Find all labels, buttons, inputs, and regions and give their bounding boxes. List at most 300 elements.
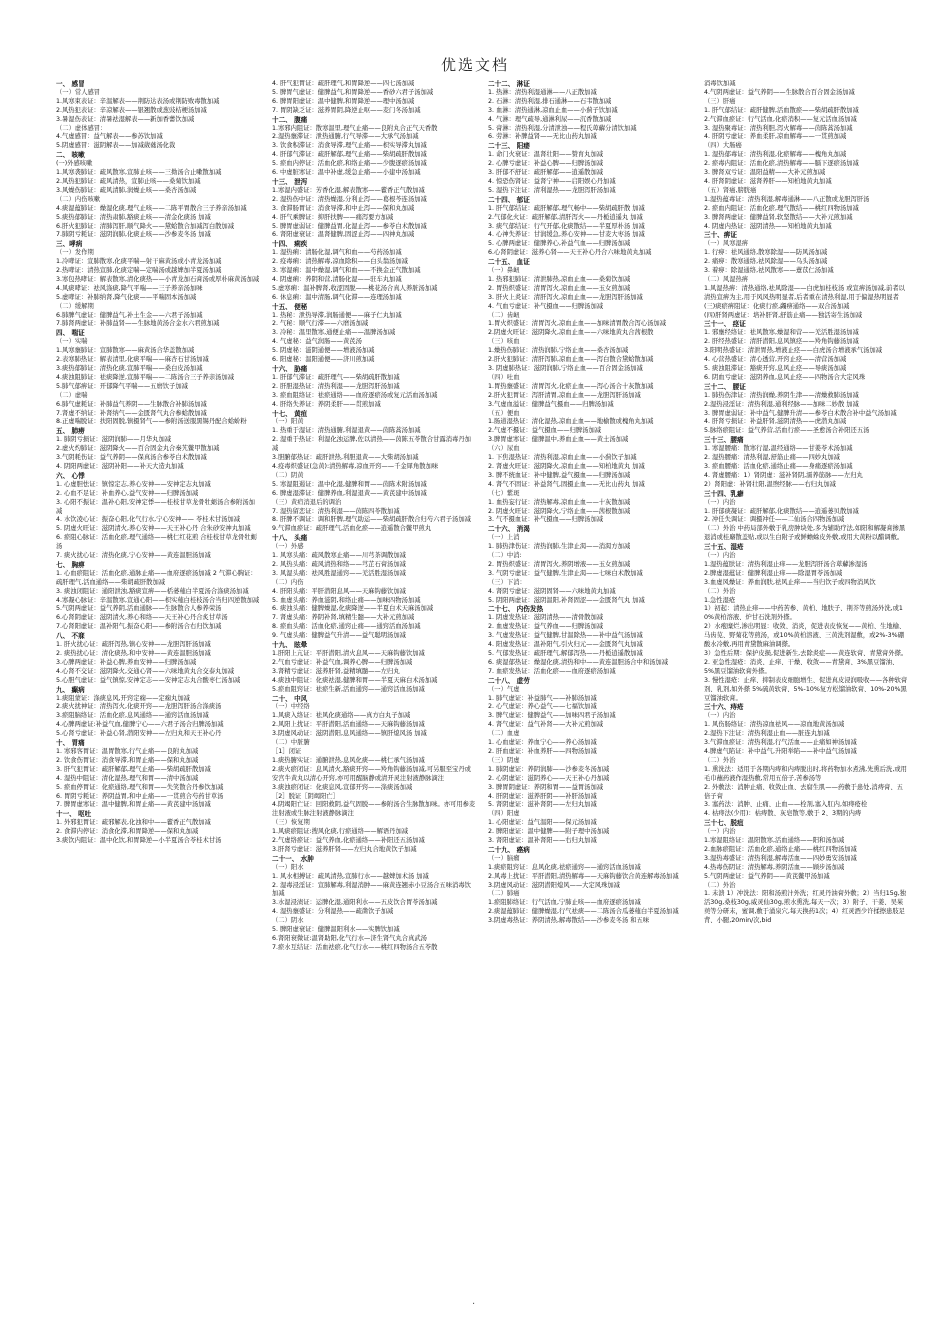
subsection-heading: （二）风湿热痹 bbox=[704, 275, 749, 283]
text-line: 1. 心阳虚证：益气温阳——保元汤加减 bbox=[488, 819, 597, 827]
text-line: 3.气阴耗伤证：益气养阴——保真汤合参苓白术散加减 bbox=[56, 454, 207, 462]
text-line: 3.瘀阻脑络证：活血化瘀,息风通络——通窍活血汤加减 bbox=[56, 712, 209, 720]
text-line: 4. 肝肾亏损证：补益肝肾,滋阴清热——虎潜丸加减 bbox=[704, 418, 847, 426]
text-line: 1. 风伤肠络证：清热凉血祛风——凉血地黄汤加减 bbox=[704, 721, 845, 729]
text-line: 4.心脾两虚证:补益气血,健脾宁心——六君子汤合归脾汤加减 bbox=[56, 721, 224, 729]
text-line: 3. 瘀血阻络证：祛瘀通络——血府逐瘀汤或复元活血汤加减 bbox=[272, 391, 438, 399]
text-line: 2.痰火扰神证：清热泻火,化痰开窍——龙胆泻肝汤合涤痰汤 bbox=[56, 703, 222, 711]
subsection-heading: （一）气虚 bbox=[488, 685, 520, 693]
subsection-heading: （二）内伤 bbox=[272, 578, 304, 586]
text-line: (三)痰瘀痹阻证：化痰行瘀,蠲痹通络——双合汤加减 bbox=[704, 302, 850, 310]
text-line: 2. 肾虚火旺证：滋阴降火,凉血止血——知柏地黄丸 加减 bbox=[488, 462, 645, 470]
subsection-heading: （一）风寒湿痹 bbox=[704, 240, 749, 248]
text-line: 1. 肺热伤津证：清热润燥,养阴生津——清燥救肺汤加减 bbox=[704, 391, 859, 399]
text-line: 1.风痰入络证：祛风化痰通络——真方白丸子加减 bbox=[272, 712, 411, 720]
text-line: 1.风寒壅肺证：宣肺散寒——麻黄汤合华盖散加减 bbox=[56, 347, 195, 355]
text-line: （二）外治 中药局部外敷于乳房肿块处,多为辅助疗法,如阳和解凝膏掺黑退消或桂麝散盖贴,或以生白附子或鲜蟾蜍皮外敷,或用大黄粉以醋调敷。 bbox=[704, 525, 906, 542]
text-line: 7. 血瘀发热证：活血化瘀——血府逐瘀汤加减 bbox=[488, 667, 616, 675]
text-line: 5.虚寒痢：温补脾肾,收涩固脱——桃花汤合真人养脏汤加减 bbox=[272, 284, 438, 292]
section-heading: 三十一、 痉证 bbox=[704, 320, 746, 329]
text-line: 5. 膏淋：清热利湿,分清泄浊——程氏萆薢分清饮加减 bbox=[488, 124, 637, 132]
text-line: 1.痰阻蒙证：涤痰息风,开窍定痫——定痫丸加减 bbox=[56, 694, 190, 702]
text-line: 4. 阳虚发热证：温补阳气,引火归元——金匮肾气丸加减 bbox=[488, 641, 643, 649]
section-heading: 二十七、 内伤发热 bbox=[488, 605, 544, 614]
text-line: 4. 心营热盛证：清心透营,开窍止痉——清营汤加减 bbox=[704, 356, 847, 364]
text-line: 3. 气虚发热证：益气健脾,甘温除热——补中益气汤加减 bbox=[488, 632, 643, 640]
text-line: 7.肺阴亏耗证：滋阴润肺,化痰止咳——沙参麦冬汤 加减 bbox=[56, 231, 211, 239]
text-line: 6.肺气虚耗证：补肺益气养阴——生脉散合补肺汤加减 bbox=[56, 400, 207, 408]
text-line: 5. 血虚头痛：养血滋阴,和络止痛——加味四物汤加减 bbox=[272, 596, 421, 604]
text-line: 2. 风热头痛：疏风清热和络——芎芷石膏汤加减 bbox=[272, 560, 406, 568]
text-line: 2. 湿热腰痛：清热利湿,舒筋止痛——四妙丸加减 bbox=[704, 454, 840, 462]
text-line: 1.瘀阻肺络证：行气活血,宁肺止咳——血府逐瘀汤加减 bbox=[488, 899, 641, 907]
text-line: 1. 肝火扰心证：疏肝泻热,镇心安神——龙胆泻肝汤加减 bbox=[56, 641, 211, 649]
text-line: 3.湿热毒盛证：清热利湿,解毒活血——四妙勇安汤加减 bbox=[704, 854, 857, 862]
text-line: 5.虚哮证：补肺纳肾,降气化痰——平喘固本汤加减 bbox=[56, 293, 197, 301]
section-heading: 三十二、 腰证 bbox=[704, 382, 746, 391]
text-line: 4. 肾气虚证：益气补肾——大补元煎加减 bbox=[488, 721, 604, 729]
text-line: 1. 肺气虚证：补益肺气——补肺汤加减 bbox=[488, 694, 597, 702]
text-line: 1.寒湿阻络证：温阳散寒,活血通络——阳和汤加减 bbox=[704, 837, 845, 845]
text-line: 5. 肾阴虚证：滋补肾阴——左归丸加减 bbox=[488, 801, 597, 809]
subsection-heading: （二）中消: bbox=[488, 552, 522, 560]
text-line: 1.燥热伤肺证：清热润肺,宁络止血——桑杏汤加减 bbox=[488, 347, 629, 355]
text-line: 6. 阳虚秘：温阳通便——济川煎加减 bbox=[272, 356, 375, 364]
text-columns bbox=[56, 80, 908, 1330]
text-line: 4. 肝阴亏虚证：养血柔肝,凉血解毒——一贯煎加减 bbox=[704, 133, 847, 141]
text-line: 1. 心血瘀阻证：活血化瘀,通脉止痛——血府逐瘀汤加减 2 气滞心胸证：疏肝理气,活血通络——柴胡疏肝散加减 bbox=[56, 569, 257, 586]
text-line: 1. 未溃 1）冲洗法：阳和汤煎汁外洗；红灵丹油膏外敷；2）当归15g,独活30g,桑枝30g,威灵仙30g,煎水熏洗,每天一次；3）附子、干姜、吴茱萸等分研末，蜜调,敷于涌泉穴,每天换药1次；4）红灵酒少许揉擦患肢足背、小腿,20min/次,bid bbox=[704, 890, 907, 925]
subsection-heading: （二）中脏腑 bbox=[272, 739, 310, 747]
text-line: 4. 阴虚痢：养阴和营,清肠化湿——驻车丸加减 bbox=[272, 275, 402, 283]
section-heading: 三十七、脱疽 bbox=[704, 819, 744, 828]
text-line: 3. 心阳不振证：温补心阳,安神定悸——桂枝甘草龙骨牡蛎汤合参附汤加减 bbox=[56, 498, 255, 515]
text-line: 5.心肾亏虚证：补益心肾,潜阳安神——左归丸和天王补心丹 bbox=[56, 730, 222, 738]
text-line: 6. 胃阴亏耗证：养阴益胃,和中止痛——一贯煎合芍药甘草汤 bbox=[56, 792, 224, 800]
section-heading: 六、 心悸 bbox=[56, 471, 85, 480]
subsection-heading: （六）尿血 bbox=[488, 445, 520, 453]
text-line: 3.阴虚风动证：滋阴潜阳,息风通络——镇肝熄风汤 加减 bbox=[272, 730, 427, 738]
text-line: 1. 热秘：泄热导滞,润肠通便——麻子仁丸加减 bbox=[272, 311, 402, 319]
text-line: 5. 痰浊阻滞证：豁痰开窍,息风止痉——导痰汤加减 bbox=[704, 365, 847, 372]
text-line: 1.寒湿内盛证：芳香化湿,解表散寒——藿香正气散加减 bbox=[272, 186, 425, 194]
subsection-heading: （一）实喘 bbox=[56, 338, 88, 346]
text-line: 2.阴虚火旺证：滋阴降火,凉血止血——六味地黄丸合茜根散 bbox=[488, 329, 654, 337]
section-heading: 三、哮病 bbox=[56, 240, 83, 249]
text-line: 3. 饮食积滞证：消食导滞,理气止痛——枳实导滞丸加减 bbox=[272, 142, 427, 150]
section-heading: 三十六、痔疮 bbox=[704, 703, 744, 712]
text-line: 9.气滞血瘀证：疏肝理气,活血化瘀——逍遥散合鳖甲煎丸 bbox=[272, 525, 432, 533]
text-line: 4.心肾不交证：滋阴降火,交通心肾——六味地黄丸合交泰丸加减 bbox=[56, 667, 235, 675]
text-line: 2.湿热壅滞证：泄热通腑,行气导滞——大承气汤加减 bbox=[272, 133, 419, 141]
text-line: 1. 肺阴亏损证：滋阴润肺——月华丸加减 bbox=[56, 436, 172, 444]
text-line: 5. 湿热下注证：清利湿热——龙胆泻肝汤加减 bbox=[488, 186, 616, 194]
text-line: 7.瘀水互结证：活血祛瘀,化气行水——桃红四物汤合五苓散 bbox=[272, 943, 438, 951]
subsection-heading: （三）咳血 bbox=[488, 338, 520, 346]
text-line: 4. 湿热壅盛证：分利湿热——疏凿饮子加减 bbox=[272, 908, 394, 916]
subsection-heading: （五）肾癌,膀胱癌 bbox=[704, 186, 757, 194]
text-line: 6.心肾阴虚证：滋阴清火,养心和络——天王补心丹合炙甘草汤 bbox=[56, 614, 228, 622]
text-line: 3. 食滞肠胃证：消食导滞,和中止泻——保和丸加减 bbox=[272, 204, 415, 212]
text-line: 4. 肝阳头痛：平肝潜阳息风——天麻钩藤饮加减 bbox=[272, 587, 406, 595]
text-line: 2. 胃热炽盛证：清胃泻火,凉血止血——玉女煎加减 bbox=[488, 284, 631, 292]
text-line: 1.寒邪内阻证：散寒温里,理气止痛——良附丸合正气天香散 bbox=[272, 124, 438, 132]
subsection-heading: （一）阳黄 bbox=[272, 418, 304, 426]
text-line: 1）初起：清热止痒——中药苦参、黄柏、地肤子、荆芥等煎汤外洗,或10%黄柏溶液、炉甘石洗剂外搽。 bbox=[704, 605, 903, 622]
text-line: 1. 湿热痢：清肠化湿,调气和血——芍药汤加减 bbox=[272, 249, 402, 257]
text-line: 3. 气阴亏虚证：益气健脾,生津止渴——七味白术散加减 bbox=[488, 569, 643, 577]
text-line: 消毒饮加减 bbox=[704, 80, 736, 87]
text-line: 5. 脾胃虚弱证：健脾益胃,化湿止泻——参苓白术散加减 bbox=[272, 222, 427, 230]
text-line: 3. 肝郁不舒证：疏肝解郁——逍遥散加减 bbox=[488, 169, 604, 177]
text-line: (四)肝肾两虚证：培补肝肾,舒筋止痛——独活寄生汤加减 bbox=[704, 311, 863, 319]
section-heading: 二十五、 血证 bbox=[488, 258, 530, 267]
subsection-heading: （二）外治 bbox=[704, 881, 736, 889]
subsection-heading: （二）外治 bbox=[704, 756, 736, 764]
text-line: 8. 瘀血头痛：活血化瘀,通窍止痛——通窍活血汤加减 bbox=[272, 623, 421, 631]
subsection-heading: （二）齿衄 bbox=[488, 311, 520, 319]
subsection-heading: （一）上消 bbox=[488, 534, 520, 542]
text-line: 1. 风寒头痛：疏风散寒止痛——川芎茶调散加减 bbox=[272, 552, 406, 560]
text-line: 7.肺肾两虚证：补肺益肾——生脉地黄汤合金水六君煎加减 bbox=[56, 320, 220, 328]
text-line: 2.肝火犯肺证：清肝泻肺,凉血止血——泻白散合黛蛤散加减 bbox=[488, 356, 654, 364]
subsection-heading: （五）便血 bbox=[488, 409, 520, 417]
text-line: 2. 疫毒痢：清热解毒,凉血除积——白头翁汤加减 bbox=[272, 258, 408, 266]
text-line: 5. 阴虚火旺证：滋阴清火,养心安神——天王补心丹 合朱砂安神丸加减 bbox=[56, 525, 251, 533]
text-line: 1. 肺阴虚证：养阴润肺——沙参麦冬汤加减 bbox=[488, 765, 610, 773]
text-line: 4. 肝络失养证：养阴柔肝——贯煎加减 bbox=[272, 400, 381, 408]
text-line: 1.急性湿疮 bbox=[704, 596, 736, 604]
text-line: 1. 寒邪客胃证：温胃散寒,行气止痛——良附丸加减 bbox=[56, 747, 199, 755]
section-heading: 十八、 头痛 bbox=[272, 534, 308, 543]
text-line: 3.气虚血溢证：健脾益气摄血——归脾汤加减 bbox=[488, 400, 614, 408]
text-line: 3.寒包热哮证：解表散寒,清化痰热——小青龙加石膏汤或厚朴麻黄汤加减 bbox=[56, 275, 260, 283]
text-line: 1.痰瘀阻窍证：息风化痰,祛瘀通窍——通窍活血汤加减 bbox=[488, 863, 641, 871]
text-line: 4.痰湿蕴肺证：燥湿化痰,理气止咳——二陈平胃散合三子养亲汤加减 bbox=[56, 204, 247, 212]
text-line: 3. 着痹：除湿通络,祛风散寒——薏苡仁汤加减 bbox=[704, 267, 834, 275]
section-heading: 八、 不寐 bbox=[56, 632, 85, 641]
text-line: 3.脾胃虚寒证：健脾温中,养血止血——黄土汤加减 bbox=[488, 436, 629, 444]
subsection-heading: （四）吐血 bbox=[488, 373, 520, 381]
subsection-heading: （四）大肠癌 bbox=[704, 142, 742, 150]
text-line: 2.表寒肺热证：解表清里,化痰平喘——麻杏石甘汤加减 bbox=[56, 356, 209, 364]
subsection-heading: （一）脑瘤 bbox=[488, 854, 520, 862]
text-line: 5.阴虚感冒：滋阴解表——加减葳蕤汤化裁 bbox=[56, 142, 176, 150]
text-line: 4. 肾虚腰痛：1）肾阴虚：滋补肾阴,濡养筋脉——左归丸 bbox=[704, 471, 863, 479]
subsection-heading: （二）阴水 bbox=[272, 917, 304, 925]
text-line: 6. 阴血亏虚证：滋阴养血,息风止痉——四物汤合大定风珠 bbox=[704, 373, 866, 381]
text-line: 4. 心神失养证：甘润缓急,养心安神——甘麦大枣汤 加减 bbox=[488, 231, 645, 239]
text-line: 5.气阴两虚证：益气养阴,活血通脉——生脉散合人参养荣汤 bbox=[56, 605, 222, 613]
section-heading: 三十四、乳癖 bbox=[704, 489, 744, 498]
text-line: 5.痰热郁肺证：清热肃肺,豁痰止咳——清金化痰汤 加减 bbox=[56, 213, 211, 221]
text-line: 2. 湿热伤中证：清热燥湿,分利止泻——葛根芩连汤加减 bbox=[272, 195, 427, 203]
text-line: 3. 阴虚肺热证：滋阴润肺,宁络止血——百合固金汤加减 bbox=[488, 365, 643, 372]
text-line: 4. 肝阴虚证：滋养肝阴——补肝汤加减 bbox=[488, 792, 597, 800]
text-line: 1.风湿热痹：清热通络,祛风除湿——白虎加桂枝汤 或宣痹汤加减,前者以清热宣痹为主,用于风风热明显者,后者重在清热利湿,用于偏湿热明显者 bbox=[704, 284, 905, 301]
text-line: 3. 冷秘：温里散寒,通便止痛——温脾汤加减 bbox=[272, 329, 396, 337]
subsection-heading: （三）恢复期 bbox=[272, 819, 310, 827]
text-line: 1. 心血虚证：养血宁心——养心汤加减 bbox=[488, 739, 597, 747]
subsection-heading: （七）紫斑 bbox=[488, 489, 520, 497]
text-line: 5. 瘀血停胃证：化瘀通络,理气和胃——失笑散合丹参饮加减 bbox=[56, 783, 224, 791]
text-line: 6. 肾阳虚衰证：温肾健脾,固涩止泻——四神丸加减 bbox=[272, 231, 415, 239]
text-line: 3. 脾胃虚弱证：补中益气,健脾升清——参苓白术散合补中益气汤加减 bbox=[704, 409, 897, 417]
text-line: 3.血虚风燥证：养血润肤,祛风止痒——当归饮子或四物消风饮 bbox=[704, 578, 876, 586]
text-line: 4.疫毒炽盛证(急黄):清热解毒,凉血开窍——千金犀角散加味 bbox=[272, 462, 439, 470]
text-line: 2.肝火犯胃证：泻肝清胃,凉血止血——龙胆泻肝汤加减 bbox=[488, 391, 641, 399]
text-line: 1.风寒袭肺证：疏风散寒,宣肺止咳——三拗汤合止嗽散加减 bbox=[56, 169, 222, 177]
text-line: 6. 劳淋：补脾益肾——无比山药丸加减 bbox=[488, 133, 597, 141]
text-line: 3.风燥伤肺证：疏风清肺,润燥止咳——桑杏汤加减 bbox=[56, 186, 197, 194]
text-line: 1.风寒束表证：辛温解表——荆防达表汤或荆防败毒散加减 bbox=[56, 97, 220, 105]
text-line: 3. 脾胃阴虚证：养阴和胃——益胃汤加减 bbox=[488, 783, 604, 791]
document-title: 优选文档 bbox=[440, 56, 509, 74]
text-line: 2. 心阴虚证：滋阴养心——天王补心丹加减 bbox=[488, 774, 610, 782]
text-line: 2. 肝胆湿热证：清热利湿——龙胆泻肝汤加减 bbox=[272, 382, 400, 390]
text-line: 4.痰浊阻肺证：祛痰降逆,宣肺平喘——二陈汤合三子养亲汤加减 bbox=[56, 373, 235, 381]
text-line: 3.水湿浸渍证：运脾化湿,通阳利水——五皮饮合胃苓汤加减 bbox=[272, 899, 438, 907]
subsection-heading: （二）虚体感冒： bbox=[56, 124, 107, 132]
subsection-heading: （一）中经络 bbox=[272, 703, 310, 711]
text-line: 3. 脾肾两虚证：健脾益肾,软坚散结——大补元煎加减 bbox=[704, 213, 853, 221]
text-line: 7. 湿热留恋证：清热利湿——茵陈四苓散加减 bbox=[272, 507, 400, 515]
text-line: 3. 慢性湿疮：止痒、抑制表皮细胞增生、促进真皮浸润吸收——各种软膏剂、乳剂,如外搽 5%硫黄软膏、5%-10%复方松馏油软膏、10%-20%黑豆馏油软膏。 bbox=[704, 676, 908, 702]
subsection-heading: （四）阳虚 bbox=[488, 810, 520, 818]
text-line: 6.心肾阴虚证：滋养心肾——天王补心丹合六味地黄丸加减 bbox=[488, 249, 652, 257]
text-line: 3.阴虚毒热证：养阴清热,解毒散结——沙参麦冬汤 和五味 bbox=[488, 917, 650, 925]
text-line: 2.气滞血瘀证：行气活血,化瘀消积——复元活血汤加减 bbox=[704, 115, 857, 123]
text-line: 1.肝阳上亢证：平肝潜阳,清火息风——天麻钩藤饮加减 bbox=[272, 650, 425, 657]
text-line: 2.风热犯表证：辛凉解表——银翘散或葱豉桔梗汤加减 bbox=[56, 106, 207, 114]
text-line: 1.风痰瘀阻证:搜风化痰,行瘀通络——解语丹加减 bbox=[272, 828, 409, 836]
text-line: 2. 心血不足证：补血养心,益气安神——归脾汤加减 bbox=[56, 489, 199, 497]
text-line: 2. 石淋：清热利湿,排石通淋——石韦散加减 bbox=[488, 97, 612, 105]
text-line: 4.热毒伤阴证：清热解毒,养阴活血——顾步汤加减 bbox=[704, 863, 845, 871]
section-heading: 二十四、 郁证 bbox=[488, 195, 530, 204]
text-line: 3.痰热郁肺证：清热化痰,宣肺平喘——桑白皮汤加减 bbox=[56, 365, 203, 372]
text-line: 2. 肝血虚证：补血养肝——四物汤加减 bbox=[488, 747, 597, 755]
text-line: 2. 气秘：顺气行滞——六磨汤加减 bbox=[272, 320, 369, 328]
text-line: 4. 肾气不固证：补益肾气,固摄止血——无比山药丸 加减 bbox=[488, 480, 645, 488]
column-4 bbox=[704, 80, 908, 1330]
text-line: 4. 气淋：理气疏导,通淋利尿——沉香散加减 bbox=[488, 115, 612, 123]
text-line: 5. 阴虚秘：滋阴通便——增液汤加减 bbox=[272, 347, 375, 355]
subsection-heading: （一）内治 bbox=[704, 712, 736, 720]
text-line: 2. 湿毒浸淫证：宣肺解毒,利湿消肿——麻黄连翘赤小豆汤合五味消毒饮加减 bbox=[272, 881, 471, 898]
section-heading: 三十五、湿疮 bbox=[704, 543, 744, 552]
text-line: 2.气虚不摄证：益气摄血——归脾汤加减 bbox=[488, 427, 602, 435]
text-line: 2. 胃热炽盛证：清胃泻火,养阴增液——玉女煎加减 bbox=[488, 560, 631, 568]
text-line: 1. 热淋：清热利湿通淋——八正散加减 bbox=[488, 88, 597, 96]
text-line: 2.热哮证：清热宣肺,化痰定喘—定喘汤或越婢加半夏汤加减 bbox=[56, 267, 222, 275]
text-line: 1.胃热壅盛证：清胃泻火,化瘀止血——泻心汤合十灰散加减 bbox=[488, 382, 654, 390]
text-line: 2.血脉瘀阻证：活血化瘀,通络止痛——桃红四物汤加减 bbox=[704, 845, 857, 853]
text-line: 1. 寒湿腰痛：散寒行湿,温经通络——甘姜苓术汤加减 bbox=[704, 445, 853, 453]
section-heading: 十三、 泄泻 bbox=[272, 177, 308, 186]
section-heading: 十七、 黄疸 bbox=[272, 409, 308, 418]
section-heading: 十九、 眩晕 bbox=[272, 641, 308, 650]
text-line: 1. 外邪犯胃证：疏邪解表,化浊和中——藿香正气散加减 bbox=[56, 819, 211, 827]
subsection-heading: （二）血虚 bbox=[488, 730, 520, 738]
text-line: 4.风痰哮证：祛风涤痰,降气平喘——三子养亲汤加味 bbox=[56, 284, 203, 292]
text-line: 1. 心虚胆怯证：镇惊定志,养心安神——安神定志丸加减 bbox=[56, 480, 211, 488]
text-line: 3.心脾两虚证：补益心脾,养血安神——归脾汤加减 bbox=[56, 658, 197, 666]
column-2 bbox=[272, 80, 476, 1330]
text-line: 4.脾虚气陷证：补中益气,升阳举陷——补中益气汤加减 bbox=[704, 747, 857, 755]
section-heading: 四、 喘证 bbox=[56, 329, 85, 338]
text-line: 4. 湿热中阻证：清化湿热,理气和胃——清中汤加减 bbox=[56, 774, 199, 782]
text-line: 2.湿热浸淫证：清热利湿,通利经脉——加味二妙散 加减 bbox=[704, 400, 859, 408]
subsection-heading: （三）黄疸消退后的调治 bbox=[272, 498, 342, 506]
text-line: 6. 休息痢：温中清肠,调气化滞——连理汤加减 bbox=[272, 293, 402, 301]
text-line: 1. 熏洗法：适用于各期内痔和内痔脱出时,将药物加水煮沸,先熏后洗,或用毛巾蘸药液作湿热敷,常用五倍子,苦参汤等 bbox=[704, 765, 907, 782]
text-line: 3.胆腑郁热证：疏肝泄热,利胆退黄——大柴胡汤加减 bbox=[272, 454, 419, 462]
text-line: 3. 脾不统血证：补中健脾,益气摄血——归脾汤加减 bbox=[488, 471, 631, 479]
section-heading: 二十、 中风 bbox=[272, 694, 308, 703]
text-line: 4.痰浊中阻证：化痰祛湿,健脾和胃——半夏天麻白术汤加减 bbox=[272, 676, 438, 684]
text-line: 6. 脾胃阳虚证：温中健脾,和胃降逆——理中汤加减 bbox=[272, 97, 415, 105]
text-line: 4. 肝气犯胃证：疏肝理气,和胃降逆——四七汤加减 bbox=[272, 80, 415, 87]
text-line: 1. 肺热津伤证：清热润肺,生津止渴——消渴方加减 bbox=[488, 543, 631, 551]
text-line: 2. 痰热扰心证：清化痰热,和中安神——黄连温胆汤加减 bbox=[56, 650, 211, 657]
text-line: 6. 瘀阻心脉证：活血化瘀,理气通络——桃仁红花煎 合桂枝甘草龙骨牡蛎汤 bbox=[56, 534, 257, 551]
subsection-heading: （一）鼻衄 bbox=[488, 267, 520, 275]
text-line: 1. 命门火衰证：温肾壮阳——赞育丸加减 bbox=[488, 151, 604, 159]
text-line: 5.瘀血阻窍证：祛瘀生新,活血通窍——通窍活血汤加减 bbox=[272, 685, 425, 693]
section-heading: 十一、 呕吐 bbox=[56, 810, 92, 819]
section-heading: 二十八、 虚劳 bbox=[488, 676, 530, 685]
subsection-heading: （三）肝癌 bbox=[704, 97, 736, 105]
text-line: 2. 心脾亏虚证：补益心脾——归脾汤加减 bbox=[488, 160, 604, 168]
text-line: 2.脾虚湿蕴证：健脾利湿止痒——除湿胃苓汤加减 bbox=[704, 569, 843, 577]
text-line: 3. 塞药法：消肿、止痛、止血——栓剂,塞入肛内,如痔疮栓 bbox=[704, 801, 868, 809]
text-line: 2. 阴虚火旺证：滋阴降火,宁络止血——茜根散加减 bbox=[488, 507, 631, 515]
text-line: 7. 脾胃虚寒证：温中健脾,和胃止痛——黄芪建中汤加减 bbox=[56, 801, 211, 809]
text-line: 4. 阴虚内热证：滋阴清热——知柏地黄丸加减 bbox=[704, 222, 832, 230]
text-line: 1. 肝郁气滞证：疏肝理气——柴胡疏肝散加减 bbox=[272, 373, 400, 381]
text-line: 5. 阴阳两虚证：滋阴温阳,补肾固涩——金匮肾气丸 加减 bbox=[488, 596, 645, 604]
text-line: 1. 风水相搏证：疏风清热,宣肺行水——越婢加术汤 加减 bbox=[272, 872, 429, 880]
subsection-heading: （二）虚喘 bbox=[56, 391, 88, 399]
section-heading: 二、 咳嗽 bbox=[56, 151, 85, 160]
column-3 bbox=[488, 80, 692, 1330]
text-line: 1.肠道湿热证：清化湿热,凉血止血——地榆散或槐角丸加减 bbox=[488, 418, 654, 426]
subsection-heading: （三）下消： bbox=[488, 578, 526, 586]
section-heading: 三十、痹证 bbox=[704, 231, 737, 240]
text-line: 3. 气不摄血证：补气摄血——归脾汤加减 bbox=[488, 516, 604, 524]
text-line: 3.痰饮内阻证：温中化饮,和胃降逆—小半夏汤合苓桂术甘汤 bbox=[56, 837, 222, 845]
text-line: 6.肺脾气虚证：健脾益气,补土生金——六君子汤加减 bbox=[56, 311, 203, 319]
text-line: 2. 瘀血内阻证：活血化瘀,理气散结——桃红四物汤加减 bbox=[704, 204, 859, 212]
section-heading: 九、 癫病 bbox=[56, 685, 85, 694]
text-line: 5. 气郁发热证：疏肝理气,解郁泻热——丹栀逍遥散加减 bbox=[488, 650, 643, 657]
text-line: 4. 惊恐伤肾证：益肾宁神——启阳娱心丹加减 bbox=[488, 177, 616, 185]
section-heading: 二十二、 淋证 bbox=[488, 80, 530, 88]
text-line: ［2］脱证［阴竭阳亡］ bbox=[272, 792, 339, 800]
text-line: 5.心胆气虚证：益气镇惊,安神定志——安神定志丸合酸枣仁汤加减 bbox=[56, 676, 241, 684]
text-line: 2. 肝经热盛证：清肝潜阳,息风镇痉——羚角钩藤汤加减 bbox=[704, 338, 859, 346]
text-line: 2.风阳上扰证：平肝潜阳,活血通络——天麻钩藤汤加减 bbox=[272, 721, 425, 729]
subsection-heading: （一）外感 bbox=[272, 543, 304, 551]
subsection-heading: （二）阴黄 bbox=[272, 471, 304, 479]
text-line: 2.风热犯肺证：疏风清热，宣肺止咳——桑菊饮加减 bbox=[56, 177, 201, 185]
text-line: 2. 痛痹：散寒通络,祛风除湿——乌头汤加减 bbox=[704, 258, 828, 266]
text-line: 3. 瘀血腰痛：活血化瘀,通络止痛——身痛逐瘀汤加减 bbox=[704, 462, 853, 470]
subsection-heading: （一）内治 bbox=[704, 552, 736, 560]
text-line: 7. 痰火扰心证：清热化痰,宁心安神——黄连温胆汤加减 bbox=[56, 552, 211, 560]
text-line: 2. 心气虚证：养心益气——七福饮加减 bbox=[488, 703, 597, 711]
text-line: 2. 食滞内停证：消食化滞,和胃降逆——保和丸加减 bbox=[56, 828, 199, 836]
text-line: 3. 风湿头痛：祛风胜湿通窍——羌活胜湿汤加减 bbox=[272, 569, 406, 577]
text-line: 2.虚火灼肺证：滋阴降火——百合固金丸合秦艽鳖甲散加减 bbox=[56, 445, 220, 453]
subsection-heading: （二）缓解期 bbox=[56, 302, 94, 310]
text-line: 1.湿热蕴肤证：清热利湿止痒——龙胆泻肝汤合萆薢渗湿汤 bbox=[704, 560, 868, 568]
text-line: 3.阳明热盛证：清泄胃热,增液止痉——白虎汤合增液承气汤加减 bbox=[704, 347, 883, 355]
text-line: 3. 脾气虚证：健脾益气——加味四君子汤加减 bbox=[488, 712, 616, 720]
text-line: 1. 湿热郁毒证：清热利湿,化瘀解毒——槐角丸加减 bbox=[704, 151, 847, 159]
subsection-heading: （一）阳水 bbox=[272, 863, 304, 871]
text-line: 3.肝肾亏虚证：滋养肝肾——左归丸合地黄饮子加减 bbox=[272, 845, 417, 853]
text-line: 3. 肾阳虚证：温补肾阳——右归丸加减 bbox=[488, 837, 597, 845]
subsection-heading: （二）外治 bbox=[704, 587, 736, 595]
text-line: 1. 邪壅经络证：祛风散寒,燥湿和营——羌活胜湿汤加减 bbox=[704, 329, 859, 337]
section-heading: 十五、 便秘 bbox=[272, 302, 308, 311]
text-line: 3. 痰气郁结证：行气开郁,化痰散结——半夏厚朴汤 加减 bbox=[488, 222, 645, 230]
text-line: 5. 瘀血内停证：活血化瘀,和络止痛——少腹逐瘀汤加减 bbox=[272, 160, 427, 168]
text-line: 4. 肾阴亏虚证：滋阴固肾——六味地黄丸加减 bbox=[488, 587, 616, 595]
text-line: 2）水疱糜烂,渗出明显：收敛、消炎，促进表皮恢复——黄柏、生地榆、马齿苋、野菊花等煎汤，或10%黄柏溶液、三黄洗剂湿敷，或2%-3%硼酸水冷敷,再用青黛散麻油调搽。 bbox=[704, 623, 906, 649]
text-line: 4. 肝肾阴虚证：滋肾养肝——知柏地黄丸加减 bbox=[704, 177, 832, 185]
text-line: 2. 亚急性湿疮：消炎、止痒、干燥、收敛——青黛膏、3%黑豆馏油、5%黑豆馏油软膏外搽。 bbox=[704, 658, 899, 675]
section-heading: 二十三、 阳痿 bbox=[488, 142, 530, 151]
text-line: 3.阴虚风动证：滋阴潜阳熄风——大定风珠加减 bbox=[488, 881, 620, 889]
text-line: 7.肾虚不纳证：补肾纳气——金匮肾气丸合参蛤散加减 bbox=[56, 409, 207, 417]
text-line: 3.肾精亏虚证：滋养肝肾,益精填髓——左归丸 bbox=[272, 667, 400, 675]
text-line: 5. 心脾两虚证：健脾养心,补益气血——归脾汤加减 bbox=[488, 240, 631, 248]
text-line: 4.寒凝心脉证：辛温散寒,宣通心阳——枳实薤白桂枝汤合当归四逆散加减 bbox=[56, 596, 260, 604]
text-line: 3. 湿热聚毒证：清热利胆,泻火解毒——茵陈蒿汤加减 bbox=[704, 124, 853, 132]
section-heading: 二十九、 癌病 bbox=[488, 845, 530, 854]
text-line: 3. 痰浊闭阻证：通阳泄浊,豁痰宣痹——栝蒌薤白半夏汤合涤痰汤加减 bbox=[56, 587, 249, 595]
text-line: 9. 气虚头痛：健脾益气升清——益气聪明汤加减 bbox=[272, 632, 406, 640]
text-line: 2.气血亏虚证：补益气血,调养心脾——归脾汤加减 bbox=[272, 658, 413, 666]
text-line: 3. 寒湿痢：温中燥湿,调气和血——不换金正气散加减 bbox=[272, 267, 421, 275]
text-line: 4. 水饮凌心证：振奋心阳,化气行水,宁心安神—— 苓桂术甘汤加减 bbox=[56, 516, 241, 524]
text-line: 3. 肝火上炎证：清肝泻火,凉血止血——龙胆泻肝汤加减 bbox=[488, 293, 643, 301]
text-line: 4. 肝气乘脾证：抑肝扶脾——痛泻要方加减 bbox=[272, 213, 394, 221]
text-line: 3.痰浊瘀闭证：化痰息风,宣郁开窍——涤痰汤加减 bbox=[272, 783, 413, 791]
text-line: 2. 湿重于热证：利湿化浊运脾,佐以清热——茵陈五苓散合甘露消毒丹加减 bbox=[272, 436, 471, 453]
text-line: 1.痰热腑实证：通腑泄热,息风化痰——桃仁承气汤加减 bbox=[272, 756, 425, 764]
text-line: 2.气郁化火证：疏肝解郁,清肝泻火——丹栀逍遥丸 加减 bbox=[488, 213, 643, 221]
text-line: 5.脉络瘀阻证：益气养营,活血行瘀——圣愈汤合补阳还五汤 bbox=[704, 427, 870, 435]
text-line: 1. 行痹：祛风通络,散寒除湿——防风汤加减 bbox=[704, 249, 828, 257]
section-heading: 十四、 痢疾 bbox=[272, 240, 308, 249]
text-line: 2.风毒上扰证：平肝潜阳,清热解毒——天麻钩藤饮合黄连解毒汤加减 bbox=[488, 872, 679, 880]
text-line: 1. 下焦湿热证：清热利湿,凉血止血——小蓟饮子加减 bbox=[488, 454, 637, 462]
text-line: 3.暑湿伤表证：清暑祛湿解表——新加香薷饮加减 bbox=[56, 115, 195, 123]
text-line: 2. 血虚发热证：益气养血——归脾汤加减 bbox=[488, 623, 604, 631]
text-line: 6. 中虚脏寒证：温中补虚,缓急止痛——小建中汤加减 bbox=[272, 169, 421, 177]
text-line: 2）肾阳虚：补肾壮阳,温煦经脉——右归丸加减 bbox=[704, 480, 836, 488]
section-heading: 一、 感冒 bbox=[56, 80, 85, 88]
text-line: 6. 痰浊头痛：健脾燥湿,化痰降逆——半夏白术天麻汤加减 bbox=[272, 605, 434, 613]
section-heading: 二十一、 水肿 bbox=[272, 854, 314, 863]
text-line: 1. 血热妄行证：清热解毒,凉血止血——十灰散加减 bbox=[488, 498, 631, 506]
section-heading: 十二、 腹痛 bbox=[272, 115, 308, 124]
subsection-heading: （一）发作期 bbox=[56, 249, 94, 257]
